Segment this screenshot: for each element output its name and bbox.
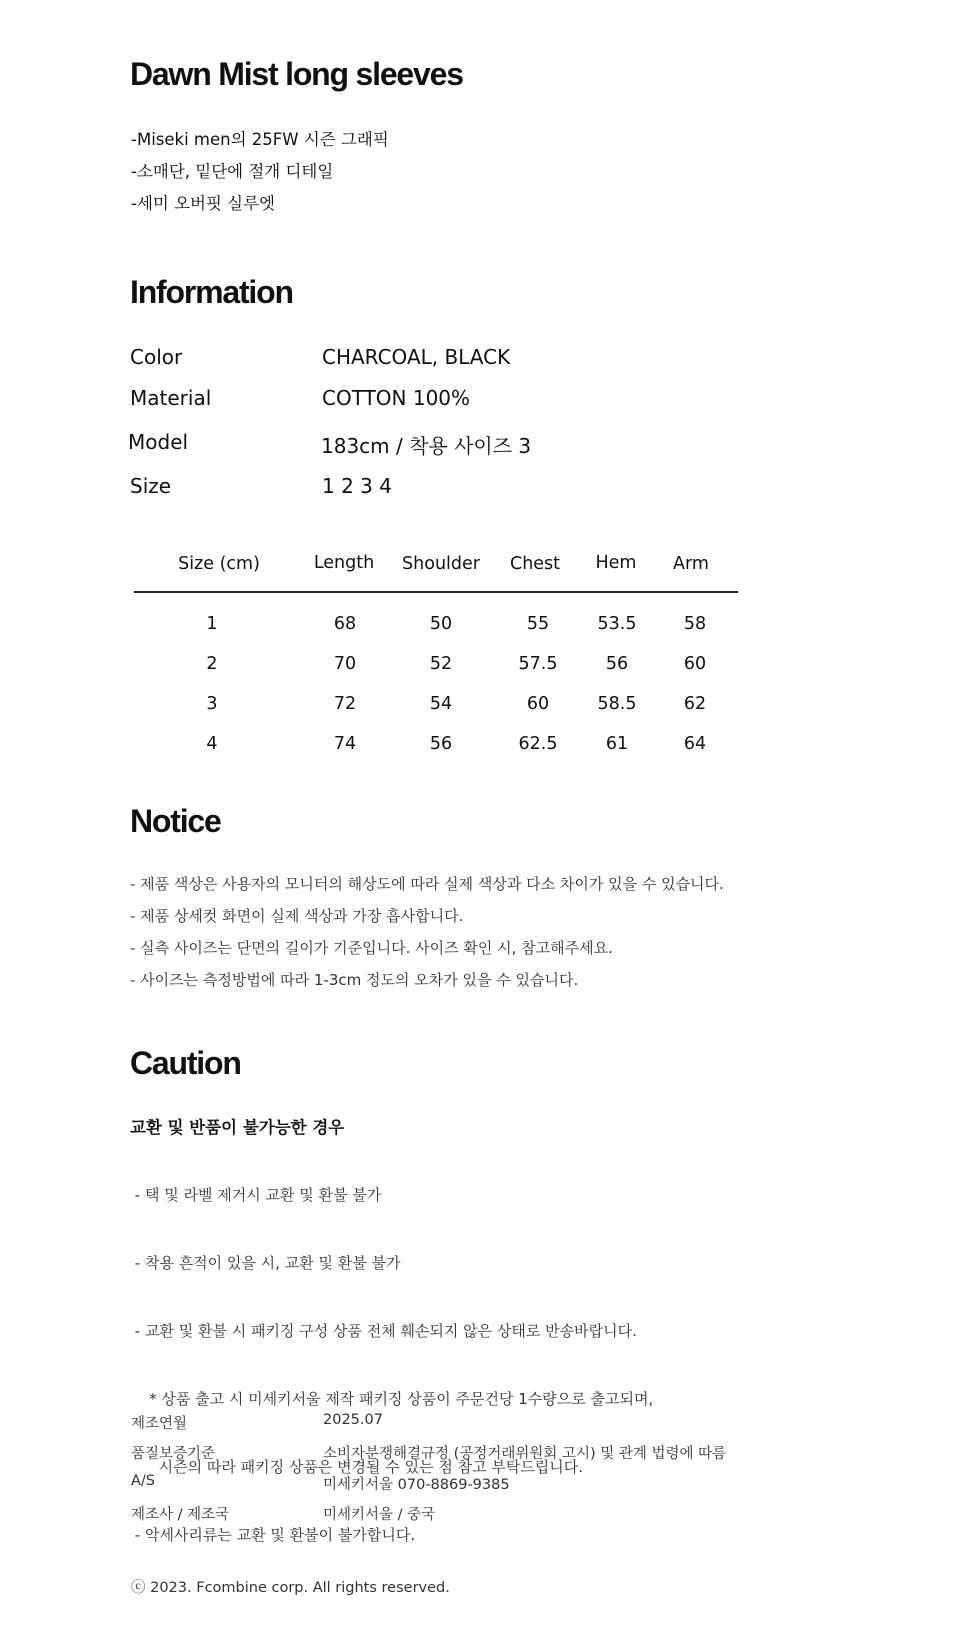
size-table-cell: 56	[605, 654, 629, 674]
size-table-cell: 54	[429, 694, 453, 714]
caution-line: - 착용 흔적이 있을 시, 교환 및 환불 불가	[130, 1254, 401, 1272]
size-table-cell: 4	[206, 734, 218, 754]
size-table-header: Size (cm)	[178, 554, 260, 574]
size-table-cell: 1	[206, 614, 218, 634]
caution-line: * 상품 출고 시 미세키서울 제작 패키징 상품이 주문건당 1수량으로 출고되며,	[130, 1390, 654, 1408]
manufacture-label: 제조연월	[131, 1416, 188, 1432]
notice-line: - 제품 색상은 사용자의 모니터의 해상도에 따라 실제 색상과 다소 차이가 있을 수 있습니다.	[130, 875, 724, 893]
notice-line: - 사이즈는 측정방법에 따라 1-3cm 정도의 오차가 있을 수 있습니다.	[130, 971, 579, 989]
info-label-material: Material	[130, 386, 212, 410]
size-table-cell: 64	[683, 734, 707, 754]
caution-line: - 택 및 라벨 제거시 교환 및 환불 불가	[130, 1186, 382, 1204]
size-table-header: Hem	[595, 553, 637, 573]
manufacture-value: 소비자분쟁해결규정 (공정거래위원회 고시) 및 관계 법령에 따름	[323, 1446, 727, 1462]
caution-line: - 악세사리류는 교환 및 환불이 불가합니다.	[130, 1526, 416, 1544]
manufacture-value: 2025.07	[323, 1412, 383, 1428]
caution-heading: Caution	[130, 1045, 241, 1081]
description-line: -소매단, 밑단에 절개 디테일	[131, 162, 334, 181]
size-table-cell: 60	[683, 654, 707, 674]
size-table-header: Shoulder	[402, 554, 480, 574]
product-description	[131, 124, 389, 220]
size-table-cell: 74	[333, 734, 357, 754]
caution-subheading: 교환 및 반품이 불가능한 경우	[130, 1118, 345, 1137]
info-label-size: Size	[130, 474, 172, 498]
caution-line: 시즌의 따라 패키징 상품은 변경될 수 있는 점 참고 부탁드립니다.	[130, 1458, 584, 1476]
info-value-size: 1 2 3 4	[322, 474, 392, 498]
size-table-cell: 60	[526, 694, 550, 714]
size-table-header: Chest	[509, 554, 561, 574]
size-table-cell: 52	[429, 654, 453, 674]
manufacture-label: 제조사 / 제조국	[131, 1507, 230, 1523]
size-table-cell: 50	[429, 614, 453, 634]
product-title: Dawn Mist long sleeves	[130, 56, 463, 92]
size-table-cell: 57.5	[518, 654, 558, 674]
info-value-color: CHARCOAL, BLACK	[322, 345, 511, 369]
size-table-cell: 2	[206, 654, 218, 674]
size-table-divider	[134, 591, 738, 593]
size-table-cell: 68	[333, 614, 357, 634]
size-table-cell: 58.5	[597, 694, 637, 714]
notice-line: - 실측 사이즈는 단면의 길이가 기준입니다. 사이즈 확인 시, 참고해주세요.	[130, 939, 613, 957]
info-label-model: Model	[128, 430, 189, 454]
info-value-model: 183cm / 착용 사이즈 3	[321, 434, 532, 458]
size-table-cell: 3	[206, 694, 218, 714]
size-table-cell: 62.5	[518, 734, 558, 754]
size-table-cell: 53.5	[597, 614, 637, 634]
size-table-cell: 62	[683, 694, 707, 714]
manufacture-value: 미세키서울 / 중국	[323, 1507, 436, 1523]
copyright: ⓒ 2023. Fcombine corp. All rights reserved.	[131, 1580, 450, 1596]
information-heading: Information	[130, 274, 293, 310]
manufacture-value: 미세키서울 070-8869-9385	[323, 1477, 510, 1493]
notice-list	[130, 868, 724, 996]
caution-line: - 교환 및 환불 시 패키징 구성 상품 전체 훼손되지 않은 상태로 반송바랍니다.	[130, 1322, 637, 1340]
description-line: -세미 오버핏 실루엣	[131, 194, 275, 213]
notice-heading: Notice	[130, 803, 221, 839]
info-label-color: Color	[130, 345, 183, 369]
size-table-cell: 56	[429, 734, 453, 754]
size-table-cell: 58	[683, 614, 707, 634]
size-table-cell: 55	[526, 614, 550, 634]
manufacture-label: A/S	[131, 1473, 156, 1489]
size-table-header: Length	[313, 553, 375, 573]
size-table-header: Arm	[673, 554, 709, 574]
info-value-material: COTTON 100%	[322, 386, 471, 410]
notice-line: - 제품 상세컷 화면이 실제 색상과 가장 흡사합니다.	[130, 907, 464, 925]
manufacture-label: 품질보증기준	[131, 1446, 216, 1462]
description-line: -Miseki men의 25FW 시즌 그래픽	[131, 130, 389, 149]
size-table-cell: 70	[333, 654, 357, 674]
size-table-cell: 72	[333, 694, 357, 714]
size-table-cell: 61	[605, 734, 629, 754]
